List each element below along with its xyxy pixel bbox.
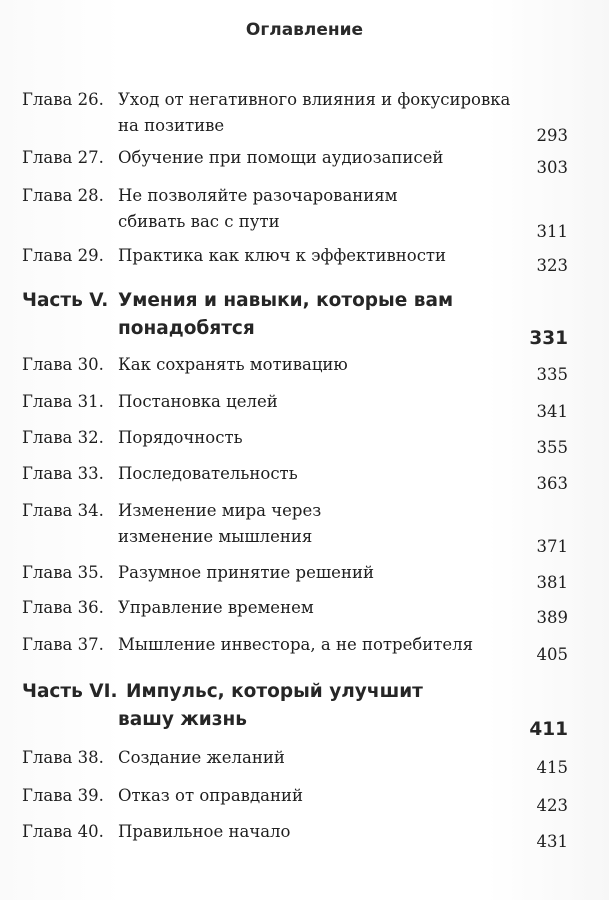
chapter-label: Глава 34. (22, 501, 104, 520)
chapter-title: Управление временем (118, 598, 314, 617)
chapter-title: Мышление инвестора, а не потребителя (118, 635, 474, 654)
page-number: 405 (536, 644, 568, 664)
toc-entry-chapter-36 (22, 600, 568, 626)
toc-part-5 (22, 292, 568, 348)
chapter-label: Глава 31. (22, 392, 104, 411)
part-label: Часть V. (22, 290, 109, 311)
page-number: 323 (536, 255, 568, 275)
chapter-label: Глава 33. (22, 464, 104, 483)
page-number: 389 (536, 607, 568, 627)
chapter-title: Создание желаний (118, 748, 285, 767)
toc-part-6 (22, 683, 568, 739)
part-title-cont: вашу жизнь (118, 709, 247, 730)
toc-entry-chapter-27 (22, 150, 568, 176)
chapter-label: Глава 27. (22, 148, 104, 167)
toc-entry-chapter-39 (22, 788, 568, 814)
chapter-title-cont: сбивать вас с пути (118, 212, 280, 231)
toc-entry-chapter-31 (22, 394, 568, 420)
page-number: 293 (536, 125, 568, 145)
chapter-title: Не позволяйте разочарованиям (118, 186, 398, 205)
part-title: Импульс, который улучшит (126, 681, 423, 702)
toc-entry-chapter-35 (22, 565, 568, 591)
page-number: 423 (536, 795, 568, 815)
page-number: 415 (536, 757, 568, 777)
toc-entry-chapter-29 (22, 248, 568, 274)
page-number: 381 (536, 572, 568, 592)
toc-entry-chapter-32 (22, 430, 568, 456)
chapter-title: Практика как ключ к эффективности (118, 246, 447, 265)
chapter-title: Изменение мира через (118, 501, 322, 520)
chapter-title: Последовательность (118, 464, 298, 483)
chapter-label: Глава 30. (22, 355, 104, 374)
chapter-label: Глава 29. (22, 246, 104, 265)
page-number: 431 (536, 831, 568, 851)
chapter-label: Глава 36. (22, 598, 104, 617)
toc-entry-chapter-30 (22, 357, 568, 383)
chapter-title: Отказ от оправданий (118, 786, 303, 805)
part-title-cont: понадобятся (118, 318, 255, 339)
page-title: Оглавление (245, 20, 364, 40)
chapter-label: Глава 28. (22, 186, 104, 205)
page-number: 363 (536, 473, 568, 493)
chapter-title-cont: изменение мышления (118, 527, 313, 546)
chapter-label: Глава 35. (22, 563, 104, 582)
chapter-label: Глава 32. (22, 428, 104, 447)
page-number: 311 (536, 221, 568, 241)
chapter-label: Глава 39. (22, 786, 104, 805)
page-number: 303 (536, 157, 568, 177)
page-number: 331 (529, 327, 568, 349)
part-label: Часть VI. (22, 681, 118, 702)
toc-entry-chapter-34 (22, 503, 568, 555)
chapter-title: Уход от негативного влияния и фокусировка (118, 90, 511, 109)
toc-entry-chapter-28 (22, 188, 568, 240)
chapter-title: Правильное начало (118, 822, 291, 841)
toc-entry-chapter-37 (22, 637, 568, 663)
chapter-title: Порядочность (118, 428, 243, 447)
chapter-title: Постановка целей (118, 392, 278, 411)
toc-entry-chapter-38 (22, 750, 568, 776)
toc-entry-chapter-33 (22, 466, 568, 492)
page-number: 411 (529, 718, 568, 740)
chapter-label: Глава 37. (22, 635, 104, 654)
chapter-label: Глава 38. (22, 748, 104, 767)
chapter-title: Обучение при помощи аудиозаписей (118, 148, 444, 167)
chapter-title-cont: на позитиве (118, 116, 225, 135)
page-number: 371 (536, 536, 568, 556)
part-title: Умения и навыки, которые вам (118, 290, 454, 311)
page-number: 335 (536, 364, 568, 384)
toc-entry-chapter-40 (22, 824, 568, 850)
chapter-label: Глава 40. (22, 822, 104, 841)
toc-entry-chapter-26 (22, 92, 568, 144)
chapter-label: Глава 26. (22, 90, 104, 109)
chapter-title: Как сохранять мотивацию (118, 355, 348, 374)
page-number: 355 (536, 437, 568, 457)
chapter-title: Разумное принятие решений (118, 563, 374, 582)
page-number: 341 (536, 401, 568, 421)
